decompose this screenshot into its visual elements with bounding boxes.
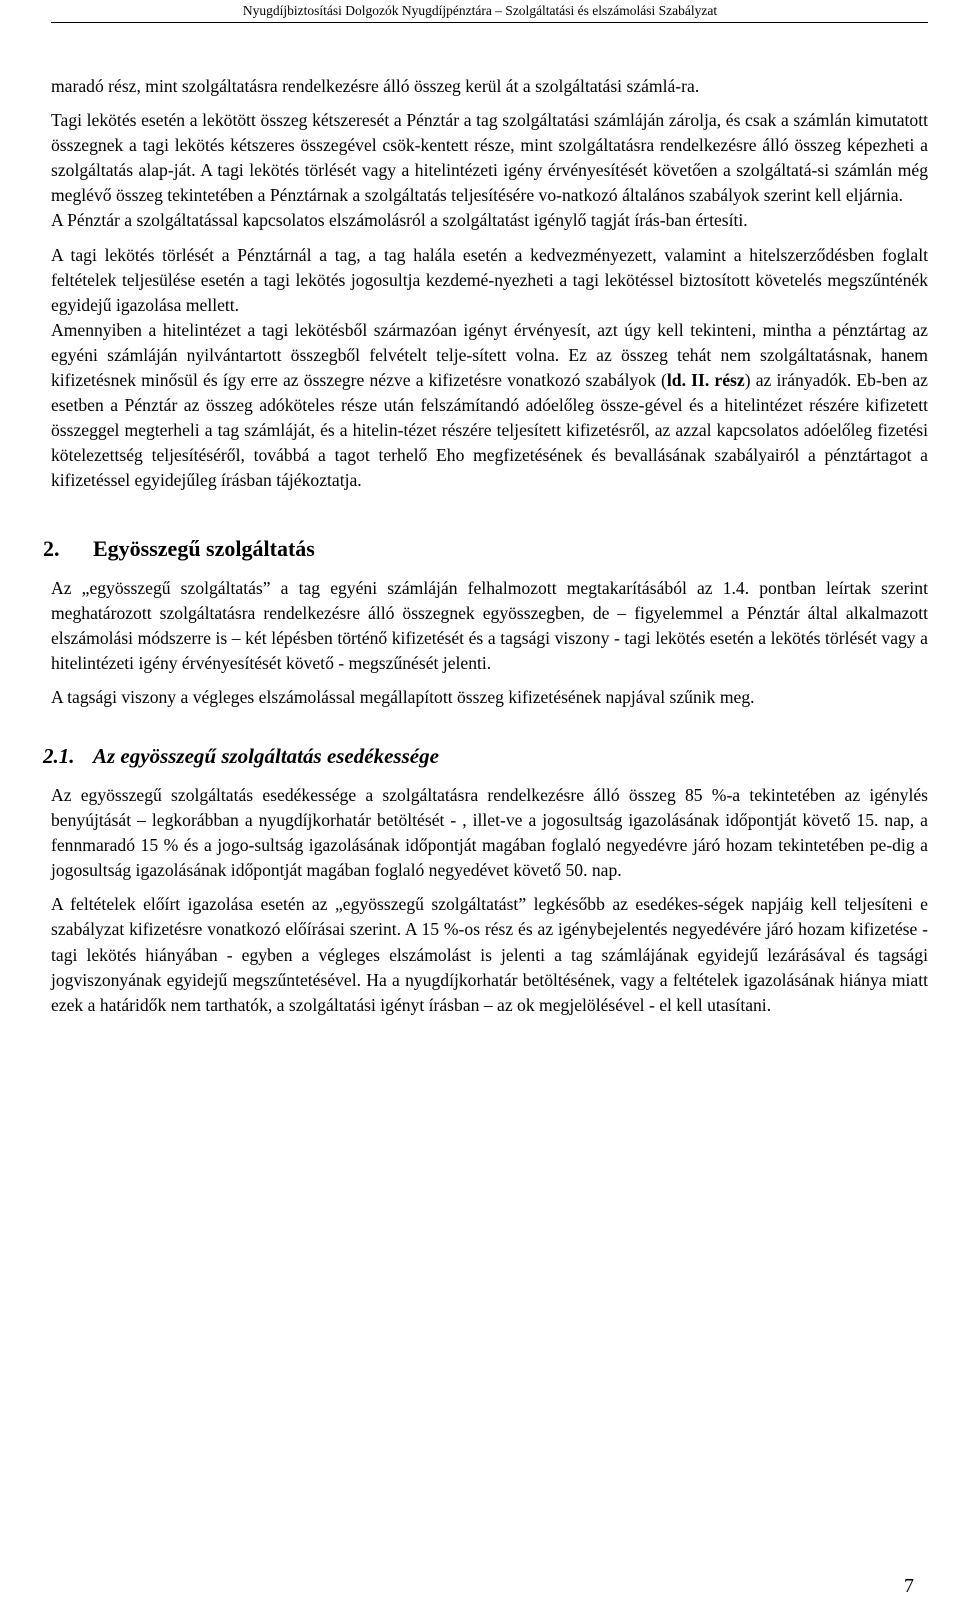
subsection-heading: [43, 741, 928, 771]
paragraph: Az egyösszegű szolgáltatás esedékessége a szolgáltatásra rendelkezésre álló összeg 85 %-a tekintetében az igénylés benyújtását – legkorábban a nyugdíjkorhatár betöltését - , illet-ve a jogosultság igazolásának időpontját követő 15. nap, a fennmaradó 15 % és a jogo-sultság igazolásának időpontját magában foglaló negyedévre járó hozam tekintetében pe-dig a jogosultság igazolásának időpontját magában foglaló negyedévet követő 50. nap.: [51, 784, 928, 881]
paragraph-text: Amennyiben a hitelintézet a tagi lekötésből származóan igényt érvényesít, azt úgy kell tekinteni, mintha a pénztártag az egyéni számláján nyilvántartott összegből felvételt telje-sített volna. Ez az összeg tehát nem szolgáltatásnak, hanem kifizetésnek minősül és így erre az összegre nézve a kifizetésre vonatkozó szabályok (: [51, 319, 928, 391]
header-rule: [51, 22, 928, 23]
paragraph: A tagsági viszony a végleges elszámolással megállapított összeg kifizetésének napjával szűnik meg.: [51, 686, 755, 707]
paragraph: [51, 318, 928, 494]
subsection-body: [51, 783, 928, 1018]
section-number: 2.: [43, 535, 60, 561]
section-title: Egyösszegű szolgáltatás: [93, 535, 315, 561]
paragraph: Tagi lekötés esetén a lekötött összeg kétszeresét a Pénztár a tag szolgáltatási számláján zárolja, és csak a számlán kimutatott összegnek a tagi lekötés kétszeres összegével csök-kentett része, mint szolgáltatásra rendelkezésre álló összeg képezheti a szolgáltatás alap-ját. A tagi lekötés törlését vagy a hitelintézeti igény érvényesítését követően a szolgáltatá-si számlán még meglévő összeg tekintetében a Pénztárnak a szolgáltatás teljesítésére vo-natkozó általános szabályok szerint kell eljárnia.: [51, 110, 928, 206]
paragraph: A feltételek előírt igazolása esetén az „egyösszegű szolgáltatást” legkésőbb az esedékes-ségek napjáig kell teljesíteni e szabályzat kifizetésre vonatkozó előírásai szerint. A 15 %-os rész és az igénybejelentés negyedévére járó hozam kifizetése - tagi lekötés hiányában - egyben a végleges elszámolást is jelenti a tag számlájának egyidejű lezárásával és tagsági jogviszonyának egyidejű megszűntetésével. Ha a nyugdíjkorhatár betöltésének, vagy a feltételek igazolásának hiánya miatt ezek a határidők nem tarthatók, a szolgáltatási igényt írásban – az ok megjelölésével - el kell utasítani.: [51, 894, 928, 1015]
cross-reference: ld. II. rész: [666, 370, 745, 391]
subsection-number: 2.1.: [43, 743, 75, 768]
paragraph-text: ) az irányadók. Eb-ben az esetben a Pénztár az összeg adóköteles része után felszámítandó adóelőleg össze-gével és a hitelintézet részére kifizetett összeggel megterheli a tag számláját, és a hitelin-tézet részére teljesített kifizetésről, az azzal kapcsolatos adóelőleg fizetési kötelezettség teljesítéséről, továbbá a tagot terhelő Eho megfizetésének és bevallásának szabályairól a pénztártagot a kifizetéssel egyidejűleg írásban tájékoztatja.: [51, 370, 928, 491]
paragraph: Az „egyösszegű szolgáltatás” a tag egyéni számláján felhalmozott megtakarításából az 1.4. pontban leírtak szerint meghatározott szolgáltatásra rendelkezésre álló összegnek egyösszegben, de – figyelemmel a Pénztár által alkalmazott elszámolási módszerre is – két lépésben történő kifizetését és a tagsági viszony - tagi lekötés esetén a lekötés törlését vagy a hitelintézeti igény érvényesítését követő - megszűnését jelenti.: [51, 577, 928, 673]
paragraph: maradó rész, mint szolgáltatásra rendelkezésre álló összeg kerül át a szolgáltatási számlá-ra.: [51, 76, 700, 96]
page-body: [43, 74, 928, 1018]
subsection-title: Az egyösszegű szolgáltatás esedékessége: [93, 743, 439, 768]
page-number: 7: [904, 1575, 914, 1597]
section-heading: [43, 534, 928, 564]
running-header: Nyugdíjbiztosítási Dolgozók Nyugdíjpénztára – Szolgáltatási és elszámolási Szabályzat: [242, 3, 718, 18]
paragraph: A tagi lekötés törlését a Pénztárnál a tag, a tag halála esetén a kedvezményezett, valamint a hitelszerződésben foglalt feltételek teljesülése esetén a tagi lekötés jogosultja kezdemé-nyezheti a tagi lekötéssel biztosított követelés megszűnténék egyidejű igazolása mellett.: [51, 244, 928, 315]
section-body: [51, 576, 928, 710]
paragraph: A Pénztár a szolgáltatással kapcsolatos elszámolásról a szolgáltatást igénylő tagját írás-ban értesíti.: [51, 210, 748, 231]
